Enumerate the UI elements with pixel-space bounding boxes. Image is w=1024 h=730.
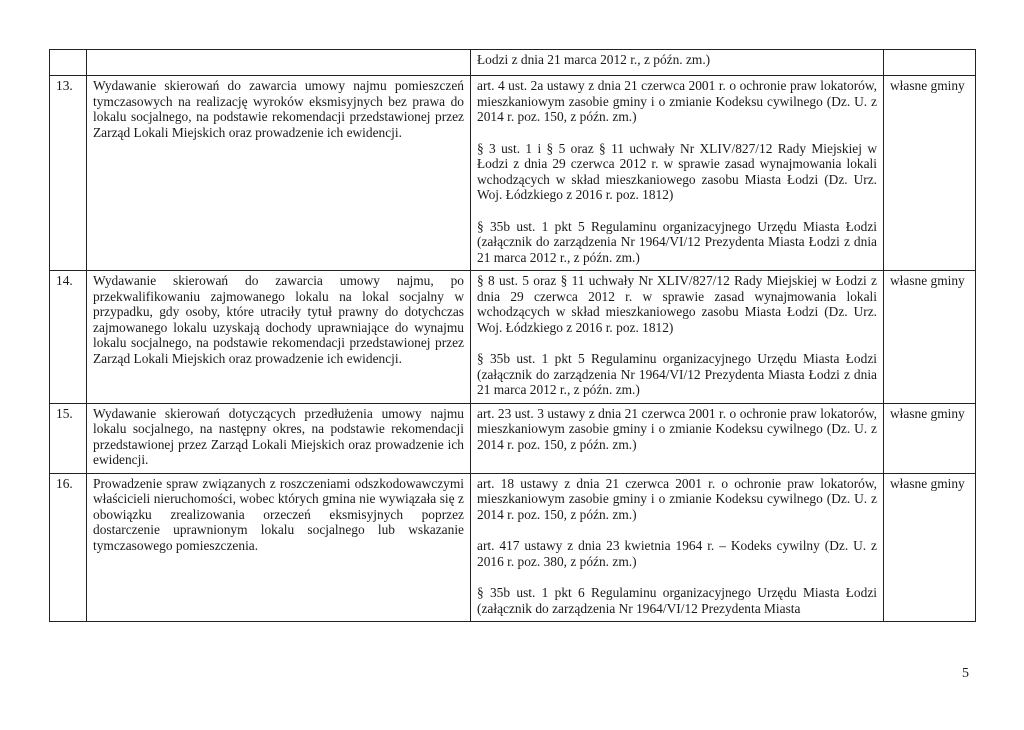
page-number: 5 [962, 666, 969, 681]
legal-basis-item: § 8 ust. 5 oraz § 11 uchwały Nr XLIV/827/12 Rady Miejskiej w Łodzi z dnia 29 czerwca 2012 r. w sprawie zasad wynajmowania lokali wchodzących w skład mieszkaniowego zasobu Miasta Łodzi (Dz. Urz. Woj. Łódzkiego z 2016 r. poz. 1812) [477, 273, 877, 335]
row-number: 16. [50, 473, 87, 622]
legal-basis-item: § 35b ust. 1 pkt 5 Regulaminu organizacyjnego Urzędu Miasta Łodzi (załącznik do zarządzenia Nr 1964/VI/12 Prezydenta Miasta Łodzi z dnia 21 marca 2012 r., z późn. zm.) [477, 218, 877, 265]
legal-basis-item: § 35b ust. 1 pkt 5 Regulaminu organizacyjnego Urzędu Miasta Łodzi (załącznik do zarządzenia Nr 1964/VI/12 Prezydenta Miasta Łodzi z dnia 21 marca 2012 r., z późn. zm.) [477, 351, 877, 397]
legal-basis-cell [471, 50, 884, 76]
legal-basis-table [49, 49, 976, 622]
table-row [50, 473, 976, 622]
number-cell [50, 50, 87, 76]
continuation-text: Łodzi z dnia 21 marca 2012 r., z późn. zm.) [477, 52, 711, 67]
legal-basis-item: § 3 ust. 1 i § 5 oraz § 11 uchwały Nr XLIV/827/12 Rady Miejskiej w Łodzi z dnia 29 czerwca 2012 r. w sprawie zasad wynajmowania lokali wchodzących w skład mieszkaniowego zasobu Miasta Łodzi (Dz. Urz. Woj. Łódzkiego z 2016 r. poz. 1812) [477, 140, 877, 202]
row-number: 14. [50, 271, 87, 404]
row-number: 15. [50, 403, 87, 473]
description-cell [87, 50, 471, 76]
task-type: własne gminy [884, 271, 976, 404]
legal-basis-item: art. 23 ust. 3 ustawy z dnia 21 czerwca 2001 r. o ochronie praw lokatorów, mieszkaniowym zasobie gminy i o zmianie Kodeksu cywilnego (Dz. U. z 2014 r. poz. 150, z późn. zm.) [477, 405, 877, 452]
task-type: własne gminy [884, 473, 976, 622]
legal-basis-item: art. 4 ust. 2a ustawy z dnia 21 czerwca 2001 r. o ochronie praw lokatorów, mieszkaniowym zasobie gminy i o zmianie Kodeksu cywilnego (Dz. U. z 2014 r. poz. 150, z późn. zm.) [477, 78, 877, 124]
type-cell [884, 50, 976, 76]
legal-basis-cell [471, 403, 884, 473]
legal-basis-cell [471, 473, 884, 622]
legal-basis-cell [471, 271, 884, 404]
task-type: własne gminy [884, 403, 976, 473]
task-description: Wydawanie skierowań do zawarcia umowy najmu, po przekwalifikowaniu zajmowanego lokalu na lokal socjalny w przypadku, gdy osoby, które utraciły tytuł prawny do dotychczas zajmowanego lokalu uzyskają dochody uprawniające do wynajmu lokalu socjalnego, na podstawie rekomendacji przedstawionej przez Zarząd Lokali Miejskich oraz prowadzenie ich ewidencji. [87, 271, 471, 404]
task-description: Wydawanie skierowań dotyczących przedłużenia umowy najmu lokalu socjalnego, na następny okres, na podstawie rekomendacji przedstawionej przez Zarząd Lokali Miejskich oraz prowadzenie ich ewidencji. [87, 403, 471, 473]
table-row [50, 76, 976, 271]
row-number: 13. [50, 76, 87, 271]
table-row [50, 403, 976, 473]
task-description: Prowadzenie spraw związanych z roszczeniami odszkodowawczymi właścicieli nieruchomości, wobec których gmina nie wywiązała się z obowiązku zrealizowania orzeczeń eksmisyjnych poprzez dostarczenie uprawnionym lokalu socjalnego lub wskazanie tymczasowego pomieszczenia. [87, 473, 471, 622]
task-type: własne gminy [884, 76, 976, 271]
continuation-row [50, 50, 976, 76]
legal-basis-item: art. 18 ustawy z dnia 21 czerwca 2001 r. o ochronie praw lokatorów, mieszkaniowym zasobie gminy i o zmianie Kodeksu cywilnego (Dz. U. z 2014 r. poz. 150, z późn. zm.) [477, 475, 877, 522]
table-row [50, 271, 976, 404]
legal-basis-item: § 35b ust. 1 pkt 6 Regulaminu organizacyjnego Urzędu Miasta Łodzi (załącznik do zarządzenia Nr 1964/VI/12 Prezydenta Miasta [477, 585, 877, 616]
task-description: Wydawanie skierowań do zawarcia umowy najmu pomieszczeń tymczasowych na realizację wyroków eksmisyjnych bez prawa do lokalu socjalnego, na podstawie rekomendacji przedstawionej przez Zarząd Lokali Miejskich oraz prowadzenie ich ewidencji. [87, 76, 471, 271]
legal-basis-cell [471, 76, 884, 271]
legal-basis-item: art. 417 ustawy z dnia 23 kwietnia 1964 r. – Kodeks cywilny (Dz. U. z 2016 r. poz. 380, z późn. zm.) [477, 538, 877, 569]
